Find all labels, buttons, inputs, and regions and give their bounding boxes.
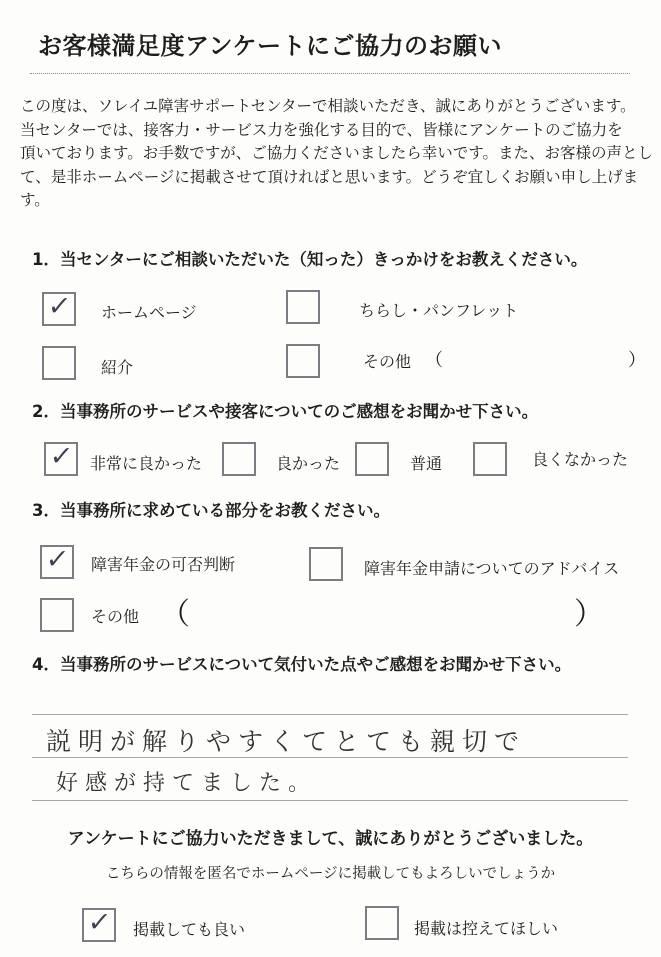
q1-homepage-label: ホームページ bbox=[101, 303, 197, 322]
q4-answer-line-2: 好感が持てました。 bbox=[56, 771, 318, 796]
q1-other-label: その他 bbox=[363, 352, 412, 371]
intro-line: 当センターでは、接客力・サービス力を強化する目的で、皆様にアンケートのご協力を bbox=[20, 120, 623, 139]
q2-average-checkbox[interactable] bbox=[355, 442, 389, 476]
answer-rule bbox=[32, 714, 628, 715]
check-mark-icon: ✓ bbox=[86, 907, 113, 938]
q3-application-advice-checkbox[interactable] bbox=[309, 547, 343, 581]
consent-question: こちらの情報を匿名でホームページに掲載してもよろしいでしょうか bbox=[105, 866, 556, 882]
question-4-label: 4．当事務所のサービスについて気付いた点やご感想をお聞かせ下さい。 bbox=[32, 655, 572, 674]
q3-eligibility-label: 障害年金の可否判断 bbox=[91, 555, 236, 574]
q3-eligibility-checkbox[interactable] bbox=[40, 545, 74, 579]
q2-very-good-checkbox[interactable] bbox=[44, 442, 78, 476]
intro-line: す。 bbox=[20, 191, 50, 209]
q3-other-close-paren: ） bbox=[574, 597, 604, 632]
q1-homepage-checkbox[interactable] bbox=[42, 292, 76, 326]
title-divider bbox=[30, 73, 630, 74]
q4-answer-line-1: 説明が解りやすくてとても親切で bbox=[46, 727, 527, 756]
closing-message: アンケートにご協力いただきまして、誠にありがとうございました。 bbox=[67, 829, 594, 849]
q2-not-good-label: 良くなかった bbox=[532, 450, 629, 469]
q1-other-open-paren: （ bbox=[425, 350, 443, 371]
check-mark-icon: ✓ bbox=[48, 441, 75, 472]
consent-decline-label: 掲載は控えてほしい bbox=[414, 919, 559, 938]
intro-line: て、是非ホームページに掲載させて頂ければと思います。どうぞ宜しくお願い申し上げま bbox=[20, 167, 639, 186]
intro-line: 頂いております。お手数ですが、ご協力くださいましたら幸いです。また、お客様の声とし bbox=[20, 144, 654, 162]
check-mark-icon: ✓ bbox=[46, 291, 73, 322]
q2-good-label: 良かった bbox=[276, 454, 341, 473]
question-1-label: 1．当センターにご相談いただいた（知った）きっかけをお教えください。 bbox=[32, 250, 588, 269]
question-2-label: 2．当事務所のサービスや接客についてのご感想をお聞かせ下さい。 bbox=[32, 402, 539, 421]
q1-other-checkbox[interactable] bbox=[286, 344, 320, 378]
q3-other-label: その他 bbox=[91, 607, 140, 626]
intro-line: この度は、ソレイユ障害サポートセンターで相談いただき、誠にありがとうございます。 bbox=[20, 97, 636, 115]
q3-application-advice-label: 障害年金申請についてのアドバイス bbox=[364, 559, 620, 578]
check-mark-icon: ✓ bbox=[44, 544, 71, 575]
q3-other-open-paren: （ bbox=[160, 597, 190, 632]
q2-good-checkbox[interactable] bbox=[222, 442, 256, 476]
consent-decline-checkbox[interactable] bbox=[365, 906, 399, 940]
q1-flyer-label: ちらし・パンフレット bbox=[359, 301, 519, 320]
q1-referral-checkbox[interactable] bbox=[42, 346, 76, 380]
q2-very-good-label: 非常に良かった bbox=[90, 454, 203, 473]
question-3-label: 3．当事務所に求めている部分をお教ください。 bbox=[32, 501, 390, 520]
consent-agree-checkbox[interactable] bbox=[82, 908, 116, 942]
consent-agree-label: 掲載しても良い bbox=[133, 920, 246, 939]
intro-paragraph bbox=[20, 95, 654, 213]
form-title: お客様満足度アンケートにご協力のお願い bbox=[38, 32, 503, 60]
answer-rule bbox=[32, 800, 628, 801]
q2-not-good-checkbox[interactable] bbox=[473, 442, 507, 476]
q3-other-checkbox[interactable] bbox=[40, 598, 74, 632]
q2-average-label: 普通 bbox=[410, 454, 443, 473]
q1-other-close-paren: ） bbox=[628, 350, 646, 371]
q1-referral-label: 紹介 bbox=[101, 358, 134, 377]
q1-flyer-checkbox[interactable] bbox=[286, 290, 320, 324]
